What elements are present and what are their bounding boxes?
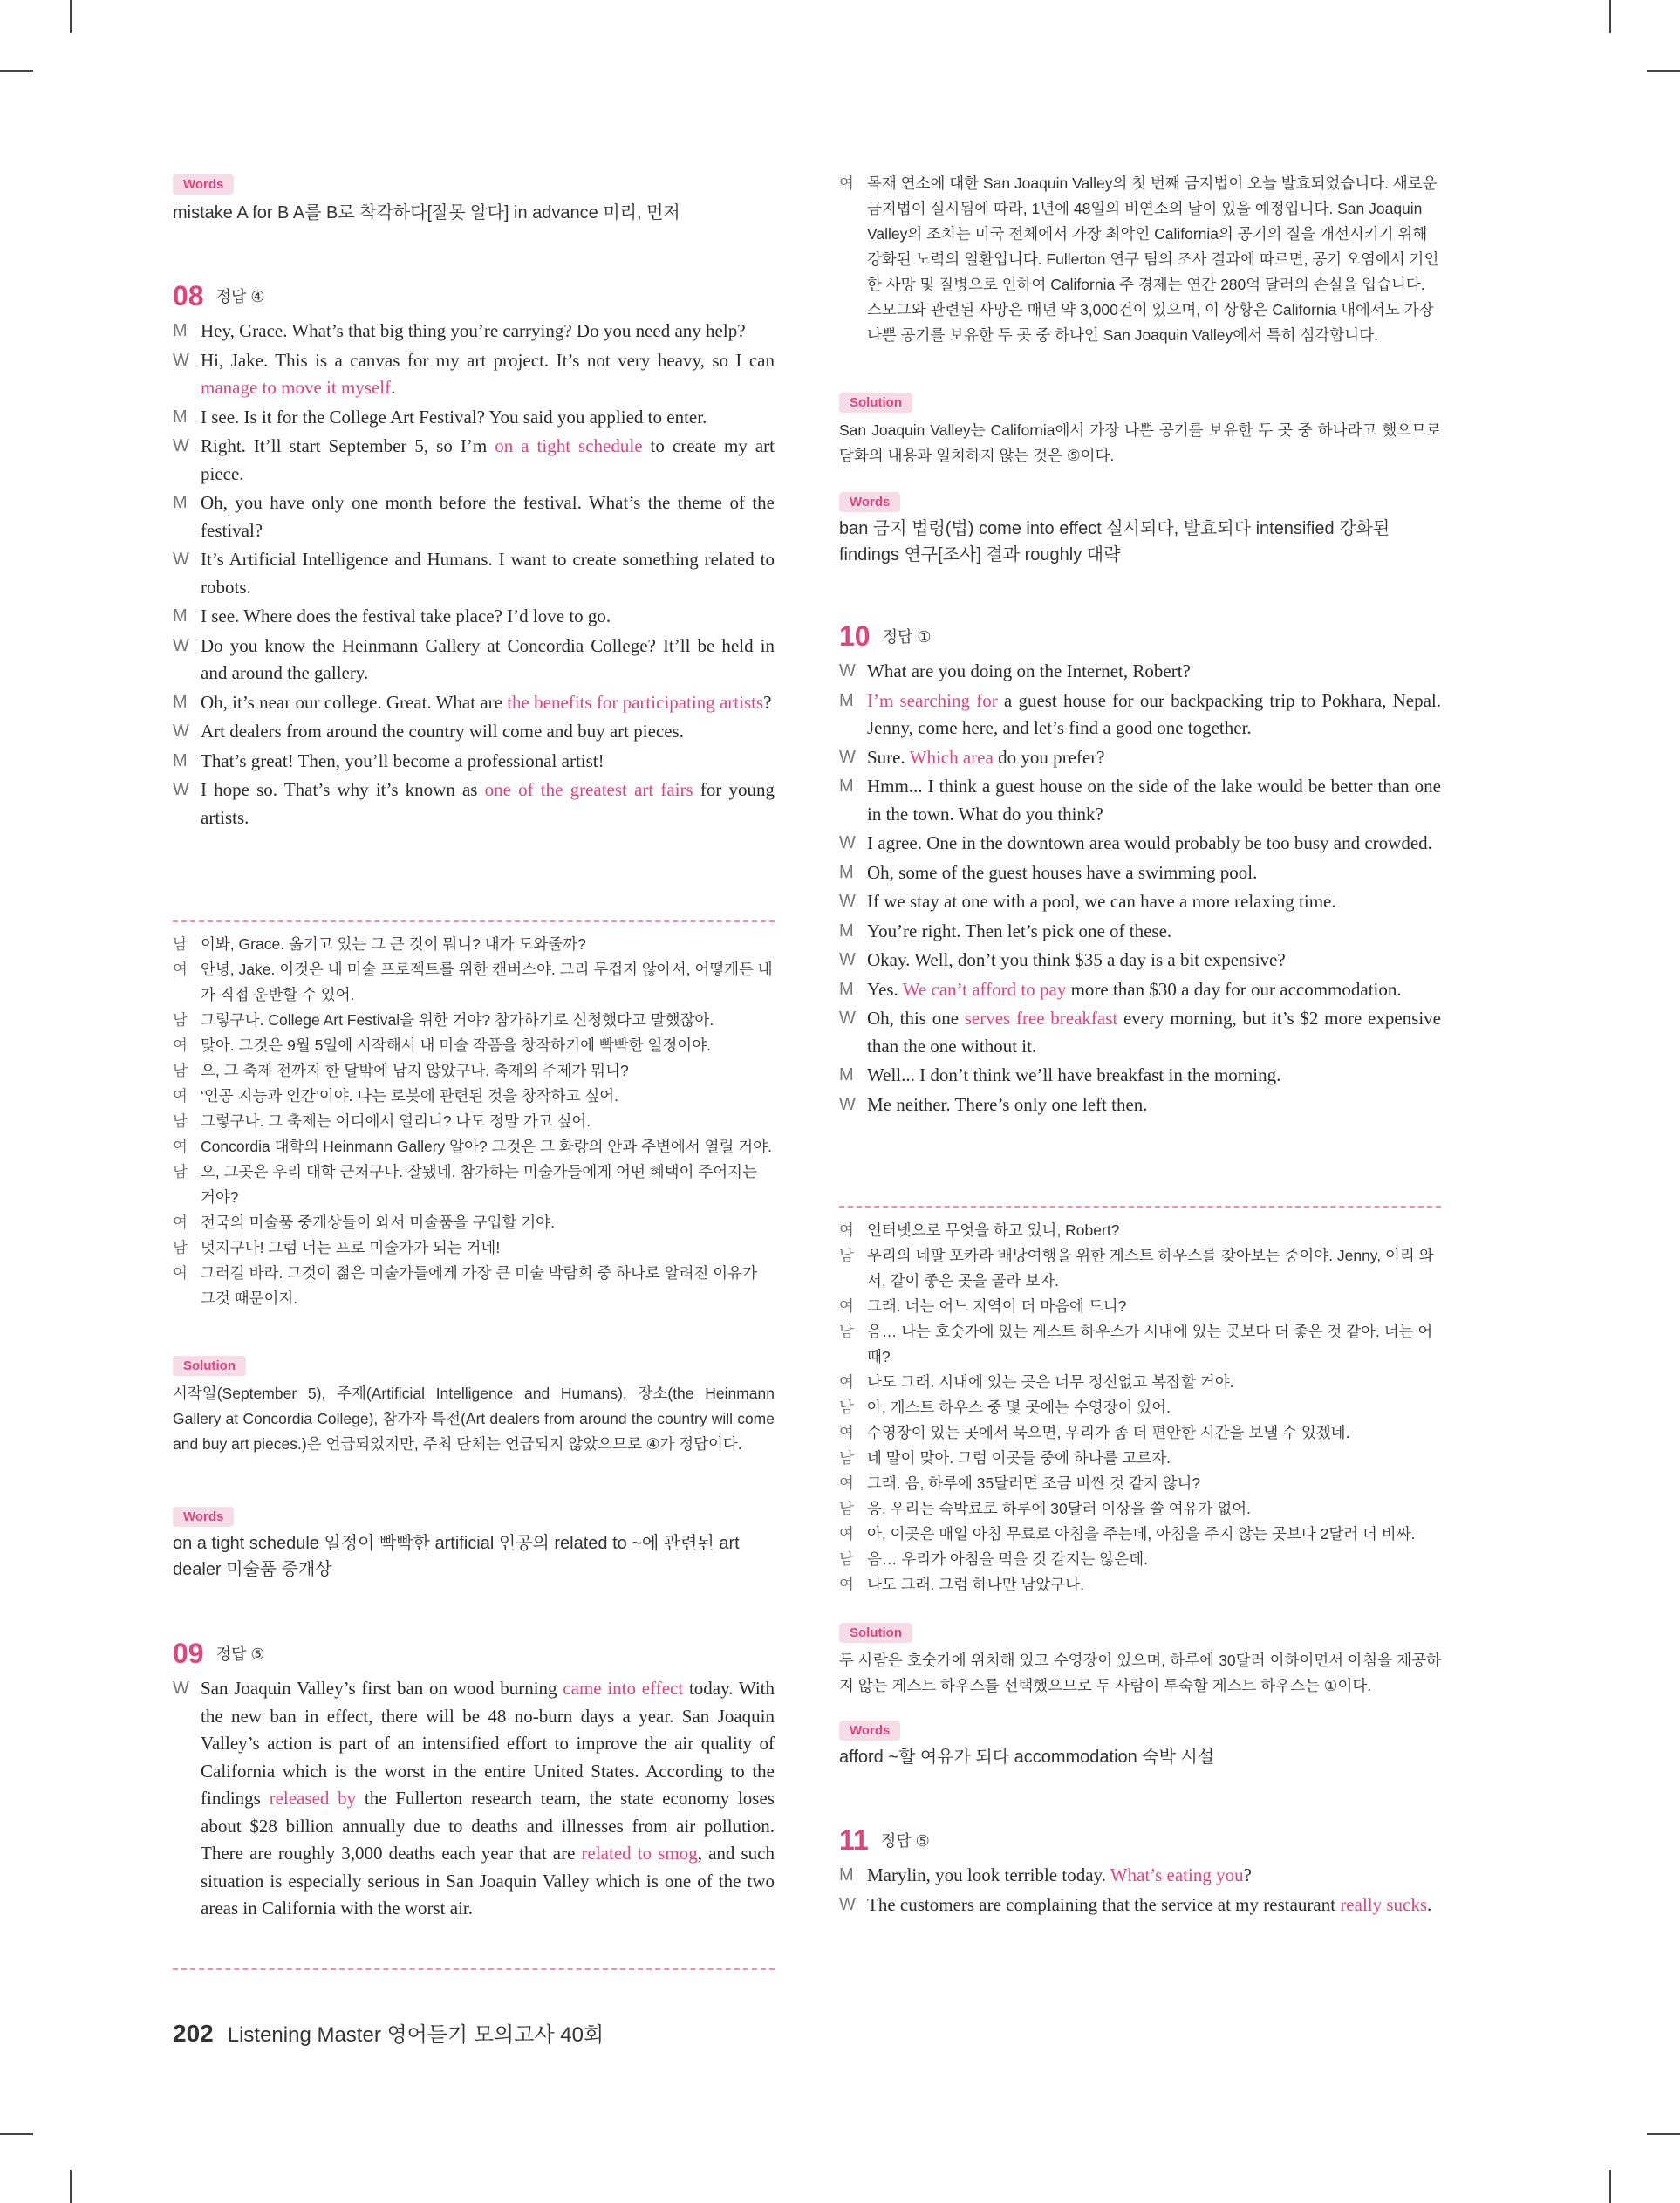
- words-text: afford ~할 여유가 되다 accommodation 숙박 시설: [839, 1748, 1215, 1767]
- text-segment: Me neither. There’s only one left then.: [867, 1093, 1148, 1115]
- speaker-label: 여: [173, 1138, 188, 1155]
- text-segment: Marylin, you look terrible today.: [867, 1864, 1110, 1885]
- text-segment: a guest house for our backpacking trip to Pokhara, Nepal. Jenny, come here, and let’s find a good one together.: [867, 689, 1441, 738]
- translation-line: [839, 1319, 1441, 1370]
- speaker-label: 남: [839, 1550, 854, 1568]
- translation-line: [173, 1261, 775, 1311]
- dialogue-text: [867, 773, 1441, 828]
- dialogue-text: [867, 976, 1441, 1004]
- text-segment: today. With the new ban in effect, there will be 48 no-burn days a year. San Joaquin Valley’s action is part of an intensified effort to improve the air quality of California which is the worst in the entire United States. According to the findings: [201, 1678, 775, 1809]
- speaker-label: 남: [839, 1399, 854, 1416]
- speaker-label: 남: [173, 1011, 188, 1029]
- speaker-label: W: [839, 1094, 856, 1114]
- text-segment: .: [1427, 1893, 1432, 1915]
- question-10: [839, 616, 1441, 1120]
- translation-text: 이봐, Grace. 옮기고 있는 그 큰 것이 뭐니? 내가 도와줄까?: [201, 935, 586, 953]
- dialogue-line: [173, 689, 775, 717]
- solution-tag: Solution: [839, 1623, 912, 1643]
- speaker-label: M: [173, 321, 188, 340]
- text-segment: You’re right. Then let’s pick one of these.: [867, 920, 1172, 941]
- translation-text: 인터넷으로 무엇을 하고 있니, Robert?: [867, 1221, 1120, 1239]
- crop-mark: [1647, 2133, 1680, 2135]
- speaker-label: 남: [839, 1449, 854, 1467]
- highlighted-phrase: really sucks: [1340, 1893, 1428, 1915]
- dialogue-line: [839, 859, 1441, 887]
- words-text: on a tight schedule 일정이 빡빡한 artificial 인공의 related to ~에 관련된 art dealer 미술품 중개상: [173, 1534, 740, 1579]
- translation-text: 음… 나는 호숫가에 있는 게스트 하우스가 시내에 있는 곳보다 더 좋은 것 같아. 너는 어때?: [867, 1323, 1433, 1365]
- speaker-label: W: [839, 661, 856, 681]
- speaker-label: M: [839, 1065, 854, 1084]
- translation-text: 전국의 미술품 중개상들이 와서 미술품을 구입할 거야.: [201, 1214, 555, 1231]
- text-segment: Oh, some of the guest houses have a swimming pool.: [867, 861, 1258, 883]
- dialogue-text: [867, 830, 1441, 858]
- dialogue-text: [201, 489, 775, 544]
- translation-text: 그러길 바라. 그것이 젊은 미술가들에게 가장 큰 미술 박람회 중 하나로 알려진 이유가 그것 때문이지.: [201, 1264, 757, 1307]
- speaker-label: 남: [839, 1323, 854, 1340]
- translation-line: [173, 932, 775, 957]
- text-segment: Well... I don’t think we’ll have breakfast in the morning.: [867, 1064, 1281, 1085]
- translation-text: ‘인공 지능과 인간’이야. 나는 로봇에 관련된 것을 창작하고 싶어.: [201, 1087, 619, 1105]
- dialogue-text: [867, 859, 1441, 887]
- speaker-label: M: [839, 920, 854, 941]
- text-segment: Hi, Jake. This is a canvas for my art project. It’s not very heavy, so I can: [201, 349, 775, 371]
- solution-text: 두 사람은 호숫가에 위치해 있고 수영장이 있으며, 하루에 30달러 이하이면서 아침을 제공하지 않는 게스트 하우스를 선택했으므로 두 사람이 투숙할 게스트 하우스는 ①이다.: [839, 1652, 1441, 1694]
- translation-line: [839, 1294, 1441, 1319]
- dialogue-text: [867, 688, 1441, 742]
- dialogue-text: [201, 633, 775, 688]
- dialogue-text: [867, 918, 1441, 946]
- dialogue-line: [839, 1862, 1441, 1890]
- korean-translation: [839, 1218, 1441, 1598]
- question-number: 11: [839, 1824, 869, 1856]
- dialogue-text: [201, 603, 775, 631]
- translation-line: [173, 1235, 775, 1261]
- text-segment: Okay. Well, don’t you think $35 a day is a bit expensive?: [867, 949, 1286, 970]
- translation-line: [839, 1420, 1441, 1446]
- text-segment: I see. Is it for the College Art Festival? You said you applied to enter.: [201, 406, 707, 428]
- question-number: 09: [173, 1638, 204, 1669]
- speaker-label: 남: [173, 1239, 188, 1256]
- speaker-label: 여: [839, 1424, 854, 1441]
- dialogue-line: [839, 658, 1441, 686]
- translation-line: [173, 1134, 775, 1160]
- speaker-label: 여: [173, 1214, 188, 1231]
- text-segment: ?: [1243, 1864, 1252, 1885]
- translation-text: 음… 우리가 아침을 먹을 것 같지는 않은데.: [867, 1550, 1149, 1568]
- words-tag: Words: [173, 174, 234, 195]
- speaker-label: 남: [173, 935, 188, 953]
- highlighted-phrase: came into effect: [563, 1678, 684, 1699]
- crop-mark: [0, 70, 33, 72]
- korean-translation: [173, 932, 775, 1311]
- solution-text: 시작일(September 5), 주제(Artificial Intelligence and Humans), 장소(the Heinmann Gallery at Concordia College), 참가자 특전(Art dealers from around the country will come and buy art pieces.)은 언급되었지만, 주최 단체는 언급되지 않았으므로 ④가 정답이다.: [173, 1385, 775, 1453]
- speaker-label: W: [839, 892, 856, 911]
- dialogue-text: [201, 1675, 775, 1923]
- speaker-label: W: [839, 833, 856, 852]
- translation-text: 수영장이 있는 곳에서 묵으면, 우리가 좀 더 편안한 시간을 보낼 수 있겠네.: [867, 1424, 1350, 1441]
- words-box: [839, 1721, 1441, 1770]
- dialogue-line: [173, 546, 775, 601]
- text-segment: Hmm... I think a guest house on the side of the lake would be better than one in the town. What do you think?: [867, 776, 1441, 824]
- speaker-label: M: [173, 493, 188, 512]
- question-header: [839, 1820, 1441, 1855]
- speaker-label: W: [173, 1679, 189, 1698]
- translation-text: 네 말이 맞아. 그럼 이곳들 중에 하나를 고르자.: [867, 1449, 1171, 1467]
- dialogue-text: [201, 748, 775, 776]
- translation-text: 우리의 네팔 포카라 배낭여행을 위한 게스트 하우스를 찾아보는 중이야. Jenny, 이리 와서, 같이 좋은 곳을 골라 보자.: [867, 1247, 1434, 1290]
- translation-text: 응, 우리는 숙박료로 하루에 30달러 이상을 쓸 여유가 없어.: [867, 1500, 1251, 1517]
- solution-tag: Solution: [173, 1356, 246, 1376]
- speaker-label: M: [839, 690, 854, 710]
- translation-line: [173, 1008, 775, 1033]
- translation-text: 목재 연소에 대한 San Joaquin Valley의 첫 번째 금지법이 오늘 발효되었습니다. 새로운 금지법이 실시됨에 따라, 1년에 48일의 비연소의 날이 있을 예정입니다. San Joaquin Valley의 조치는 미국 전체에서 가장 최악인 California의 공기의 질을 개선시키기 위해 강화된 노력의 일환입니다. Fullerton 연구 팀의 조사 결과에 따르면, 공기 오염에서 기인한 사망 및 질병으로 인하여 California 주 경제는 연간 280억 달러의 손실을 입습니다. 스모그와 관련된 사망은 매년 약 3,000건이 있으며, 이 상황은 California 내에서도 가장 나쁜 공기를 보유한 두 곳 중 하나인 San Joaquin Valley에서 특히 심각합니다.: [867, 174, 1439, 344]
- speaker-label: 여: [839, 1297, 854, 1315]
- text-segment: more than $30 a day for our accommodation.: [1066, 978, 1402, 1000]
- crop-mark: [1647, 70, 1680, 72]
- dashed-separator: [173, 920, 775, 922]
- question-header: [839, 616, 1441, 651]
- translation-text: 나도 그래. 그럼 하나만 남았구나.: [867, 1576, 1084, 1593]
- words-box-top: [173, 174, 775, 226]
- text-segment: I hope so. That’s why it’s known as: [201, 779, 485, 800]
- dialogue-line: [839, 1005, 1441, 1060]
- translation-line: [839, 1522, 1441, 1547]
- highlighted-phrase: released by: [269, 1788, 357, 1809]
- text-segment: Oh, you have only one month before the festival. What’s the theme of the festival?: [201, 492, 775, 541]
- speaker-label: W: [839, 1009, 856, 1028]
- dialogue-line: [173, 748, 775, 776]
- korean-translation: [839, 171, 1441, 348]
- solution-tag: Solution: [839, 393, 912, 413]
- speaker-label: 여: [839, 1373, 854, 1391]
- text-segment: What are you doing on the Internet, Robert?: [867, 660, 1191, 681]
- speaker-label: M: [173, 750, 188, 770]
- dialogue-text: [201, 318, 775, 346]
- dialogue-line: [173, 489, 775, 544]
- dialogue-line: [839, 744, 1441, 772]
- speaker-label: 여: [839, 1221, 854, 1239]
- solution-text: San Joaquin Valley는 California에서 가장 나쁜 공기를 보유한 두 곳 중 하나라고 했으므로 담화의 내용과 일치하지 않는 것은 ⑤이다.: [839, 421, 1441, 464]
- speaker-label: W: [173, 550, 189, 569]
- dialogue-text: [867, 888, 1441, 916]
- page-footer: [173, 2017, 604, 2048]
- words-tag: Words: [173, 1507, 234, 1527]
- words-tag: Words: [839, 492, 900, 512]
- speaker-label: 여: [173, 1264, 188, 1282]
- dialogue-text: [201, 433, 775, 488]
- solution-box: [839, 393, 1441, 469]
- dialogue-line: [839, 976, 1441, 1004]
- text-segment: Oh, it’s near our college. Great. What are: [201, 691, 508, 713]
- crop-mark: [70, 2170, 72, 2203]
- speaker-label: W: [173, 436, 189, 455]
- dialogue: [173, 1675, 775, 1923]
- text-segment: Do you know the Heinmann Gallery at Concordia College? It’ll be held in and around the gallery.: [201, 634, 775, 683]
- translation-text: 멋지구나! 그럼 너는 프로 미술가가 되는 거네!: [201, 1239, 501, 1256]
- speaker-label: W: [839, 950, 856, 969]
- dialogue-text: [867, 947, 1441, 975]
- dialogue-line: [173, 603, 775, 631]
- dialogue-text: [201, 546, 775, 601]
- text-segment: .: [391, 377, 396, 398]
- speaker-label: M: [839, 777, 854, 796]
- translation-line: [173, 1109, 775, 1134]
- crop-mark: [70, 0, 72, 33]
- speaker-label: W: [839, 747, 856, 767]
- translation-text: 아, 이곳은 매일 아침 무료로 아침을 주는데, 아침을 주지 않는 곳보다 2달러 더 비싸.: [867, 1525, 1416, 1543]
- question-header: [173, 276, 775, 311]
- speaker-label: M: [839, 1865, 854, 1885]
- translation-text: 그렇구나. 그 축제는 어디에서 열리니? 나도 정말 가고 싶어.: [201, 1112, 591, 1130]
- crop-mark: [1609, 0, 1611, 33]
- dialogue-line: [173, 718, 775, 746]
- translation-line: [839, 171, 1441, 348]
- translation-text: Concordia 대학의 Heinmann Gallery 알아? 그것은 그 화랑의 안과 주변에서 열릴 거야.: [201, 1138, 772, 1155]
- highlighted-phrase: I’m searching for: [867, 689, 998, 711]
- text-segment: The customers are complaining that the service at my restaurant: [867, 1893, 1341, 1915]
- speaker-label: M: [173, 407, 188, 427]
- speaker-label: W: [173, 780, 189, 799]
- text-segment: for young artists.: [201, 779, 775, 828]
- speaker-label: 남: [173, 1163, 188, 1180]
- translation-line: [839, 1547, 1441, 1572]
- book-title: Listening Master 영어듣기 모의고사 40회: [227, 2023, 604, 2047]
- question-11: [839, 1820, 1441, 1920]
- answer-label: 정답 ⑤: [880, 1832, 930, 1850]
- speaker-label: W: [839, 1894, 856, 1914]
- dialogue-line: [839, 1091, 1441, 1119]
- crop-mark: [0, 2133, 33, 2135]
- dialogue-line: [839, 830, 1441, 858]
- crop-mark: [1609, 2170, 1611, 2203]
- text-segment: That’s great! Then, you’ll become a professional artist!: [201, 749, 604, 771]
- speaker-label: W: [173, 350, 189, 370]
- words-text: mistake A for B A를 B로 착각하다[잘못 알다] in advance 미리, 먼저: [173, 203, 680, 222]
- dialogue-line: [173, 633, 775, 688]
- question-08: [173, 276, 775, 833]
- dialogue: [173, 318, 775, 831]
- text-segment: every morning, but it’s $2 more expensive than the one without it.: [867, 1008, 1441, 1057]
- text-segment: Right. It’ll start September 5, so I’m: [201, 435, 495, 456]
- text-segment: Art dealers from around the country will come and buy art pieces.: [201, 721, 684, 742]
- text-segment: , and such situation is especially serious in San Joaquin Valley which is one of the two areas in California with the worst air.: [201, 1843, 775, 1919]
- answer-label: 정답 ①: [882, 628, 932, 646]
- speaker-label: M: [839, 979, 854, 999]
- speaker-label: 남: [839, 1500, 854, 1517]
- dialogue-line: [173, 777, 775, 831]
- dialogue-line: [173, 1675, 775, 1923]
- dialogue-line: [173, 433, 775, 488]
- dialogue-line: [173, 318, 775, 346]
- dialogue-text: [201, 718, 775, 746]
- translation-line: [173, 1160, 775, 1210]
- dashed-separator: [839, 1206, 1441, 1208]
- translation-text: 그래. 너는 어느 지역이 더 마음에 드니?: [867, 1297, 1127, 1315]
- text-segment: Sure.: [867, 746, 910, 768]
- translation-text: 아, 게스트 하우스 중 몇 곳에는 수영장이 있어.: [867, 1399, 1171, 1416]
- translation-line: [839, 1395, 1441, 1420]
- question-number: 10: [839, 620, 871, 652]
- highlighted-phrase: What’s eating you: [1110, 1864, 1244, 1885]
- highlighted-phrase: We can’t afford to pay: [902, 978, 1067, 1000]
- highlighted-phrase: on a tight schedule: [495, 435, 643, 456]
- translation-line: [173, 1033, 775, 1058]
- text-segment: ?: [763, 691, 772, 713]
- highlighted-phrase: one of the greatest art fairs: [484, 779, 693, 800]
- question-09: [173, 1633, 775, 1925]
- translation-text: 오, 그 축제 전까지 한 달밖에 남지 않았구나. 축제의 주제가 뭐니?: [201, 1062, 629, 1079]
- dialogue-line: [839, 918, 1441, 946]
- solution-box: [173, 1356, 775, 1457]
- translation-line: [839, 1496, 1441, 1522]
- words-box: [839, 492, 1441, 568]
- translation-text: 그래. 음, 하루에 35달러면 조금 비싼 것 같지 않니?: [867, 1474, 1201, 1492]
- speaker-label: M: [839, 862, 854, 882]
- translation-text: 오, 그곳은 우리 대학 근처구나. 잘됐네. 참가하는 미술가들에게 어떤 혜택이 주어지는 거야?: [201, 1163, 757, 1206]
- page-number: 202: [173, 2020, 214, 2047]
- translation-line: [839, 1243, 1441, 1294]
- dialogue-text: [867, 658, 1441, 686]
- translation-line: [173, 1058, 775, 1084]
- dialogue-text: [867, 1005, 1441, 1060]
- highlighted-phrase: manage to move it myself: [201, 377, 392, 398]
- dialogue-line: [839, 1892, 1441, 1919]
- translation-text: 나도 그래. 시내에 있는 곳은 너무 정신없고 복잡할 거야.: [867, 1373, 1234, 1391]
- speaker-label: 여: [839, 1525, 854, 1543]
- translation-text: 그렇구나. College Art Festival을 위한 거야? 참가하기로 신청했다고 말했잖아.: [201, 1011, 714, 1029]
- text-segment: the Fullerton research team, the state economy loses about $28 billion annually due to deaths and illnesses from air pollution. There are roughly 3,000 deaths each year that are: [201, 1788, 775, 1864]
- dialogue-text: [201, 689, 775, 717]
- dialogue-text: [867, 1091, 1441, 1119]
- solution-box: [839, 1623, 1441, 1699]
- text-segment: do you prefer?: [993, 746, 1105, 768]
- speaker-label: 남: [839, 1247, 854, 1264]
- speaker-label: 여: [839, 1576, 854, 1593]
- translation-line: [839, 1218, 1441, 1243]
- highlighted-phrase: related to smog: [581, 1843, 698, 1864]
- dialogue-line: [839, 888, 1441, 916]
- dialogue-text: [201, 777, 775, 831]
- translation-line: [839, 1446, 1441, 1471]
- translation-line: [839, 1572, 1441, 1598]
- speaker-label: 남: [173, 1112, 188, 1130]
- speaker-label: 여: [839, 174, 854, 192]
- answer-label: 정답 ⑤: [215, 1645, 265, 1663]
- dialogue-text: [867, 1062, 1441, 1090]
- words-tag: Words: [839, 1721, 900, 1741]
- dialogue-line: [173, 404, 775, 432]
- speaker-label: M: [173, 606, 188, 626]
- dialogue: [839, 658, 1441, 1119]
- answer-label: 정답 ④: [215, 288, 265, 305]
- dialogue: [839, 1862, 1441, 1919]
- translation-text: 맞아. 그것은 9월 5일에 시작해서 내 미술 작품을 창작하기에 빡빡한 일정이야.: [201, 1037, 711, 1054]
- text-segment: Oh, this one: [867, 1008, 965, 1029]
- text-segment: Hey, Grace. What’s that big thing you’re carrying? Do you need any help?: [201, 320, 746, 341]
- speaker-label: W: [173, 635, 189, 655]
- highlighted-phrase: Which area: [909, 746, 994, 768]
- text-segment: If we stay at one with a pool, we can have a more relaxing time.: [867, 891, 1336, 912]
- dialogue-line: [173, 347, 775, 402]
- speaker-label: 여: [839, 1474, 854, 1492]
- translation-line: [173, 957, 775, 1008]
- speaker-label: W: [173, 722, 189, 741]
- text-segment: to create my art piece.: [201, 435, 775, 484]
- translation-line: [839, 1471, 1441, 1496]
- dialogue-line: [839, 1062, 1441, 1090]
- words-box: [173, 1507, 775, 1583]
- question-number: 08: [173, 280, 204, 311]
- text-segment: Yes.: [867, 978, 903, 1000]
- speaker-label: 남: [173, 1062, 188, 1079]
- speaker-label: 여: [173, 1087, 188, 1105]
- speaker-label: M: [173, 692, 188, 712]
- speaker-label: 여: [173, 961, 188, 978]
- dialogue-text: [867, 744, 1441, 772]
- dialogue-line: [839, 688, 1441, 742]
- dialogue-line: [839, 947, 1441, 975]
- translation-line: [173, 1084, 775, 1109]
- dialogue-text: [867, 1892, 1441, 1919]
- highlighted-phrase: the benefits for participating artists: [507, 691, 764, 713]
- words-text: ban 금지 법령(법) come into effect 실시되다, 발효되다 intensified 강화된 findings 연구[조사] 결과 roughly 대략: [839, 519, 1390, 564]
- dialogue-text: [201, 347, 775, 402]
- translation-line: [173, 1210, 775, 1235]
- dialogue-text: [867, 1862, 1441, 1890]
- question-header: [173, 1633, 775, 1668]
- dashed-separator: [173, 1968, 775, 1970]
- text-segment: I see. Where does the festival take place? I’d love to go.: [201, 605, 611, 626]
- dialogue-text: [201, 404, 775, 432]
- text-segment: It’s Artificial Intelligence and Humans. I want to create something related to robots.: [201, 549, 775, 598]
- speaker-label: 여: [173, 1037, 188, 1054]
- translation-line: [839, 1370, 1441, 1395]
- text-segment: San Joaquin Valley’s first ban on wood burning: [201, 1678, 563, 1699]
- dialogue-line: [839, 773, 1441, 828]
- translation-text: 안녕, Jake. 이것은 내 미술 프로젝트를 위한 캔버스야. 그리 무겁지 않아서, 어떻게든 내가 직접 운반할 수 있어.: [201, 961, 773, 1003]
- text-segment: I agree. One in the downtown area would probably be too busy and crowded.: [867, 832, 1432, 853]
- highlighted-phrase: serves free breakfast: [964, 1008, 1118, 1029]
